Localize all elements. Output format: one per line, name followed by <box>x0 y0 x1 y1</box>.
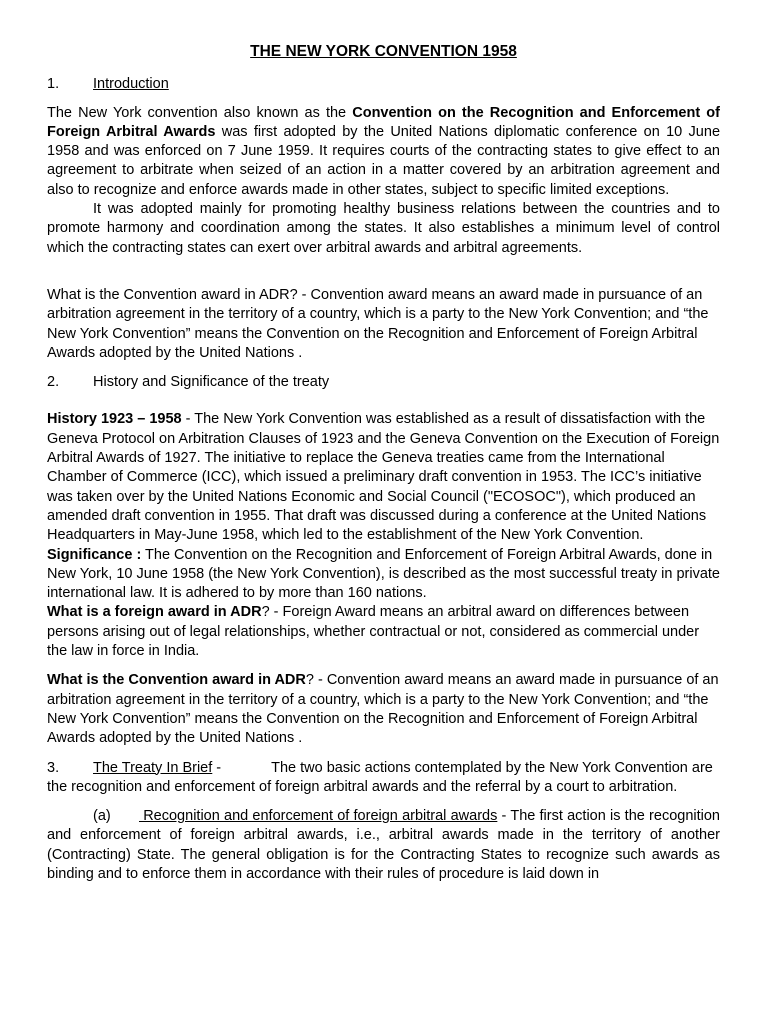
paragraph <box>47 410 720 545</box>
text: - <box>212 759 222 776</box>
paragraph <box>47 546 720 604</box>
section-title: History and Significance of the treaty <box>93 374 330 391</box>
text: - The New York Convention was established as a result of dissatisfaction with the Geneva Protocol on Arbitration Clauses of 1923 and the Geneva Convention on the Execution of Foreign Arbitral Awards of 1927. The initiative to replace the Geneva treaties came from the International Chamber of Commerce (ICC), which issued a preliminary draft convention in 1953. The ICC’s initiative was taken over by the United Nations Economic and Social Council ("ECOSOC"), which produced an amended draft convention in 1955. That draft was discussed during a conference at the United Nations Headquarters in May-June 1958, which led to the establishment of the New York Convention. <box>47 411 720 544</box>
section-title: The Treaty In Brief <box>93 759 213 776</box>
section-number: 3. <box>47 759 60 776</box>
bold-text: History 1923 – 1958 <box>47 411 182 428</box>
paragraph: What is the Convention award in ADR? - Convention award means an award made in pursuance of an arbitration agreement in the territory of a country, which is a party to the New York Convention; and “the New York Convention” means the Convention on the Recognition and Enforcement of Foreign Arbitral Awards adopted by the United Nations . <box>47 286 709 361</box>
text: The New York convention also known as the <box>47 104 353 121</box>
section-3-paragraph <box>47 759 720 798</box>
paragraph: It was adopted mainly for promoting healthy business relations between the countries and to promote harmony and coordination among the states. It also establishes a minimum level of control which the contracting states can exert over arbitral awards and arbitral agreements. <box>47 201 720 256</box>
document-title: THE NEW YORK CONVENTION 1958 <box>250 43 517 60</box>
bold-text: Significance : <box>47 546 142 563</box>
subsection-title: Recognition and enforcement of foreign arbitral awards <box>139 808 498 825</box>
text: ? - Foreign Award means an arbitral award on differences between persons arising out of legal relationships, whether contractual or not, considered as commercial under the law in force in India. <box>47 604 700 660</box>
paragraph <box>47 671 720 748</box>
bold-text: What is the Convention award in ADR <box>47 672 306 689</box>
paragraph <box>47 603 720 661</box>
text: The two basic actions contemplated by the New York Convention are the recognition and enforcement of foreign arbitral awards and the referral by a court to arbitration. <box>47 759 713 795</box>
section-title: Introduction <box>93 76 169 93</box>
document-page <box>47 42 720 884</box>
paragraph <box>47 104 720 200</box>
subsection-label: (a) <box>93 808 111 825</box>
section-2-heading <box>47 373 720 392</box>
section-number: 1. <box>47 76 60 93</box>
text: ? - Convention award means an award made in pursuance of an arbitration agreement in the territory of a country, which is a party to the New York Convention; and “the New York Convention” means the Convention on the Recognition and Enforcement of Foreign Arbitral Awards adopted by the United Nations . <box>47 672 719 747</box>
section-1-heading <box>47 75 720 94</box>
subsection-a-paragraph <box>47 807 720 884</box>
text: - The first action is the recognition and enforcement of foreign arbitral awards, i.e., arbitral awards made in the territory of another (Contracting) State. The general obligation is for the Contracting States to recognize such awards as binding and to enforce them in accordance with their rules of procedure is laid down in <box>47 808 720 882</box>
bold-text: What is a foreign award in ADR <box>47 604 262 621</box>
text: The Convention on the Recognition and Enforcement of Foreign Arbitral Awards, done in New York, 10 June 1958 (the New York Convention), is described as the most successful treaty in private international law. It is adhered to by more than 160 nations. <box>47 546 720 602</box>
section-number: 2. <box>47 374 60 391</box>
text: was first adopted by the United Nations diplomatic conference on 10 June 1958 and was enforced on 7 June 1959. It requires courts of the contracting states to give effect to an agreement to arbitrate when seized of an action in a matter covered by an arbitration agreement and also to recognize and enforce awards made in other states, subject to specific limited exceptions. <box>47 123 721 198</box>
bold-text: Convention on the Recognition and Enforcement of Foreign Arbitral Awards <box>47 104 720 140</box>
